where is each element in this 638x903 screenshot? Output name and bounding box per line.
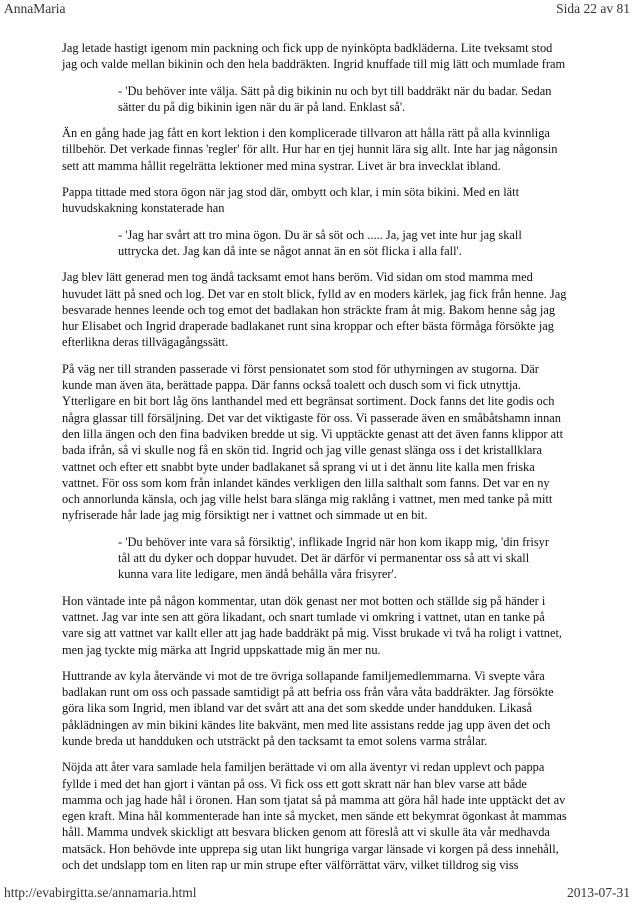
text-line: - 'Du behöver inte vara så försiktig', inflikade Ingrid när hon kom ikapp mig, 'din frisyr <box>118 534 549 549</box>
paragraph <box>62 269 576 350</box>
quoted-dialogue <box>118 227 576 260</box>
text-line: sätter du på dig bikinin igen när du är på land. Enklast så'. <box>118 99 406 114</box>
document-body <box>62 40 576 883</box>
text-line: vattnet. Jag var inte sen att göra likadant, och snart tumlade vi omkring i vattnet, utan en tanke på <box>62 609 545 624</box>
text-line: Nöjda att åter vara samlade hela familjen berättade vi om alla äventyr vi redan upplevt och pappa <box>62 760 545 775</box>
text-line: fyllde i med det han gjort i väntan på oss. Vi fick oss ett gott skratt när han blev varse att både <box>62 776 527 791</box>
paragraph <box>62 125 576 174</box>
paragraph <box>62 40 576 73</box>
text-line: och det undslapp tom en liten rap ur min strupe efter välförrättat värv, vilket tilldrog sig viss <box>62 858 519 873</box>
text-line: uttrycka det. Jag kan då inte se något annat än en söt flicka i alla fall'. <box>118 243 462 258</box>
text-line: - 'Jag har svårt att tro mina ögon. Du är så söt och ..... Ja, jag vet inte hur jag skall <box>118 227 522 242</box>
print-date: 2013-07-31 <box>567 885 630 900</box>
text-line: jag och valde mellan bikinin och den hela baddräkten. Ingrid knuffade till mig lätt och mumlade fram <box>62 57 566 72</box>
text-line: men jag tyckte mig märka att Ingrid uppskattade mig än mer nu. <box>62 642 381 657</box>
text-line: göra lika som Ingrid, men ibland var det svårt att ana det som skedde under handduken. Likaså <box>62 701 533 716</box>
page-footer <box>4 883 630 901</box>
text-line: egen kraft. Mina hål kommenterade han inte så mycket, men sände ett bekymrat ögonkast åt mammas <box>62 809 567 824</box>
paragraph <box>62 668 576 749</box>
text-line: sett att mamma hållit regelrätta lektioner med mina systrar. Livet är bra invecklat ibland. <box>62 158 501 173</box>
text-line: Än en gång hade jag fått en kort lektion i den komplicerade tillvaron att hålla rätt på alla kvinnliga <box>62 126 550 141</box>
paragraph <box>62 361 576 524</box>
text-line: Jag letade hastigt igenom min packning och fick upp de nyinköpta badkläderna. Lite tveksamt stod <box>62 41 553 55</box>
text-line: efterlikna deras tillvägagångssätt. <box>62 335 229 350</box>
text-line: hur Elisabet och Ingrid draperade badlakanet runt sina kroppar och efter bästa förmåga försökte jag <box>62 319 554 334</box>
text-line: huvudet lätt på sned och log. Det var en stolt blick, fylld av en moders kärlek, jag fick från henne. Jag <box>62 286 567 301</box>
text-line: kunna vara lite ledigare, men ändå behålla våra frisyrer'. <box>118 567 397 582</box>
paragraph <box>62 184 576 217</box>
text-line: vattnet och efter ett snabbt byte under badlakanet så sprang vi ut i det ännu lite kalla men friska <box>62 459 535 474</box>
quoted-dialogue <box>118 83 576 116</box>
quoted-dialogue <box>118 534 576 583</box>
text-line: håll. Mamma undvek skickligt att besvara blicken genom att föreslå att vi skulle äta vår medhavda <box>62 825 550 840</box>
text-line: Ytterligare en bit bort låg öns lanthandel med ett begränsat sortiment. Dock fanns det lite godis och <box>62 394 555 409</box>
text-line: den lilla ängen och den fina badviken bredde ut sig. Vi upptäckte genast att det även fanns klippor att <box>62 426 564 441</box>
text-line: nyfriserade hår lade jag mig försiktigt ner i vattnet och simmade ut en bit. <box>62 508 428 523</box>
document-title: AnnaMaria <box>4 1 66 16</box>
text-line: besvarade hennes leende och tog emot det badlakan hon sträckte fram åt mig. Bakom henne såg jag <box>62 302 556 317</box>
source-url: http://evabirgitta.se/annamaria.html <box>4 885 197 900</box>
text-line: badlakan runt om oss och passade samtidigt på att befria oss från våra våta baddräkter. Jag försökte <box>62 685 554 700</box>
text-line: På väg ner till stranden passerade vi först pensionatet som stod för uthyrningen av stugorna. Där <box>62 361 539 376</box>
text-line: vare sig att vattnet var kallt eller att jag hade baddräkt på mig. Visst brukade vi två ha roligt i vattnet, <box>62 626 563 641</box>
text-line: Pappa tittade med stora ögon när jag stod där, ombytt och klar, i min söta bikini. Med en lätt <box>62 185 520 200</box>
text-line: vattnet. För oss som kom från inlandet kändes verkligen den lilla salthalt som fanns. Det var en ny <box>62 475 550 490</box>
text-line: kunde man även äta, berättade pappa. Där fanns också toalett och dusch som vi fick utnyttja. <box>62 378 521 393</box>
text-line: påklädningen av min bikini kändes lite bakvänt, men med lite assistans redde jag upp även det och <box>62 717 551 732</box>
text-line: Hon väntade inte på någon kommentar, utan dök genast ner mot botten och ställde sig på händer i <box>62 593 546 608</box>
text-line: kunde breda ut handduken och utsträckt på den tacksamt ta emot solens varma strålar. <box>62 733 488 748</box>
text-line: mamma och jag hade hål i öronen. Han som tjatat så på mamma att göra hål hade inte upptäckt det av <box>62 792 566 807</box>
text-line: några glassar till försäljning. Det var det viktigaste för oss. Vi passerade även en småbåtshamn innan <box>62 410 561 425</box>
text-line: tillbehör. Det verkade finnas 'regler' för allt. Hur har en tjej hunnit lära sig allt. Inte har jag någonsin <box>62 142 558 157</box>
paragraph <box>62 759 576 873</box>
text-line: tål att du dyker och doppar huvudet. Det är därför vi permanentar oss så att vi skall <box>118 551 530 566</box>
text-line: huvudskakning konstaterade han <box>62 201 225 216</box>
text-line: matsäck. Hon behövde inte upprepa sig utan likt hungriga vargar länsade vi korgen på dess innehåll, <box>62 841 559 856</box>
text-line: och annorlunda känsla, och jag ville helst bara slänga mig raklång i vattnet, men med tanke på mitt <box>62 492 553 507</box>
paragraph <box>62 593 576 658</box>
page-header <box>4 1 630 19</box>
page-number: Sida 22 av 81 <box>556 1 630 16</box>
text-line: Jag blev lätt generad men tog ändå tacksamt emot hans beröm. Vid sidan om stod mamma med <box>62 270 533 285</box>
text-line: Huttrande av kyla återvände vi mot de tre övriga sollapande familjemedlemmarna. Vi svepte våra <box>62 668 545 683</box>
text-line: bada ifrån, så vi skulle nog få en skön tid. Ingrid och jag ville genast slänga oss i det kristallklara <box>62 443 543 458</box>
text-line: - 'Du behöver inte välja. Sätt på dig bikinin nu och byt till baddräkt när du badar. Sedan <box>118 83 552 98</box>
